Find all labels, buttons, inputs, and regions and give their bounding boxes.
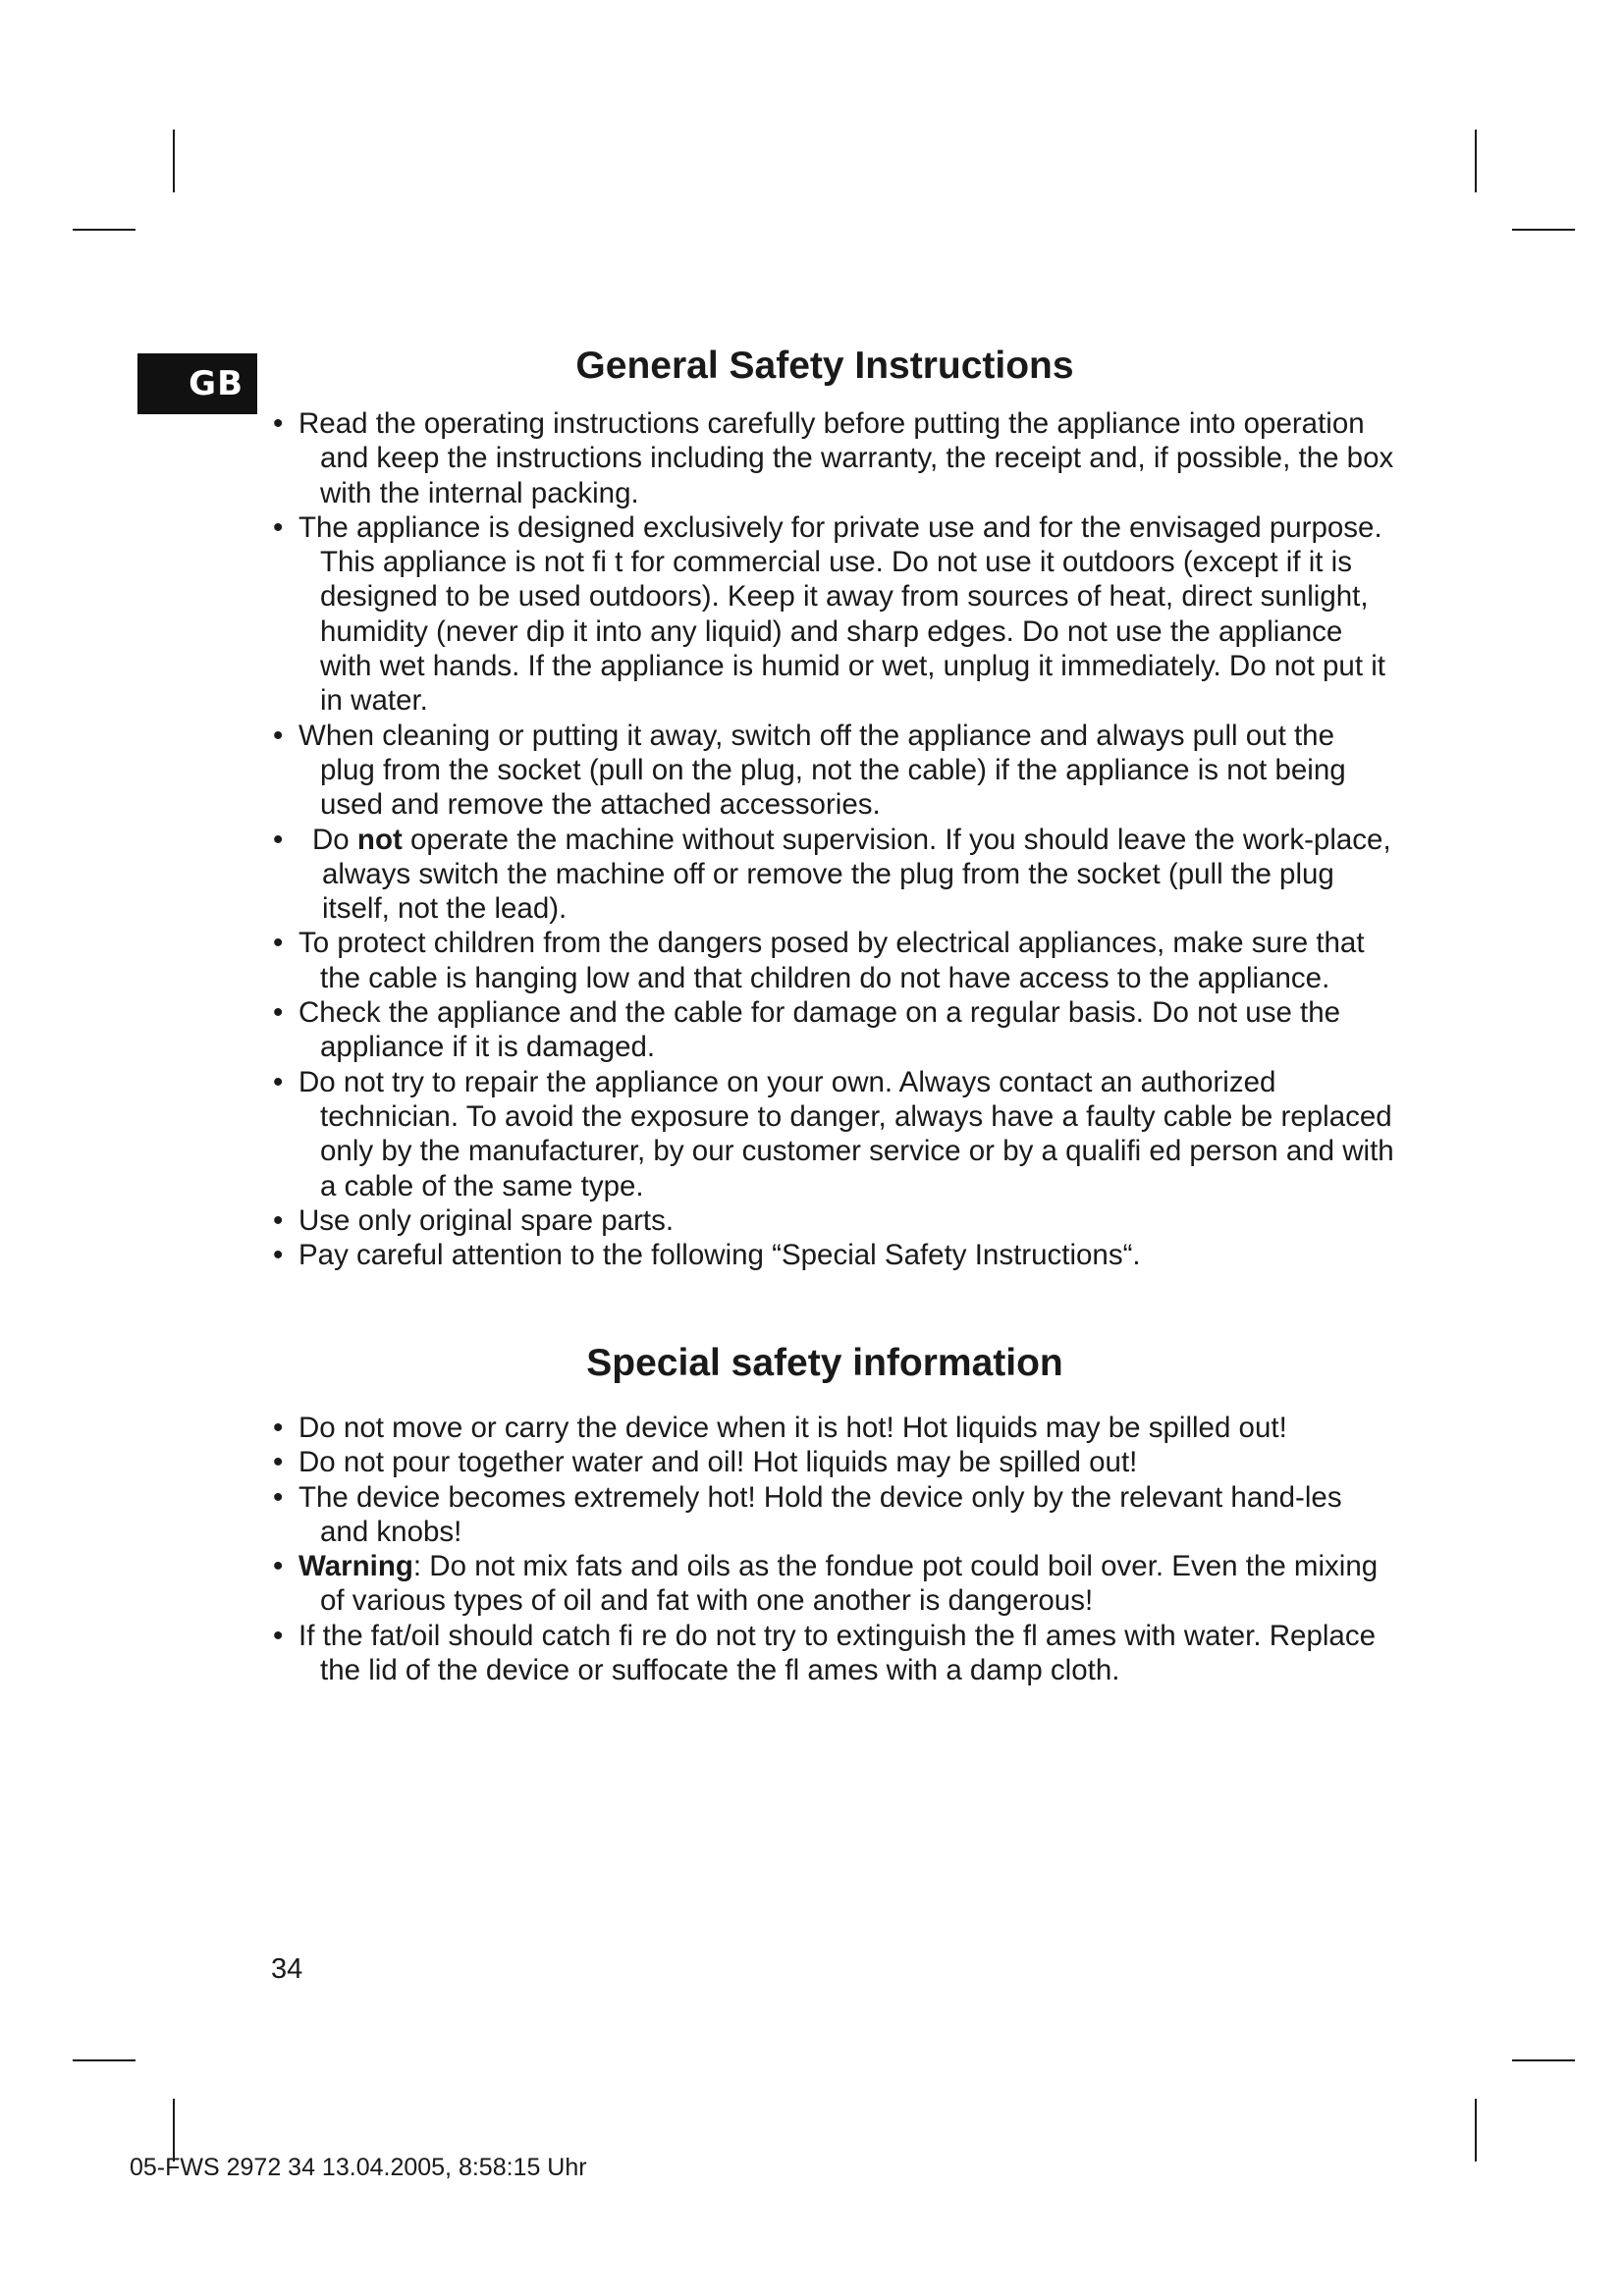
list-item: • When cleaning or putting it away, switch off the appliance and always pull out the plug from the socket (pull on the plug, not the cable) if the appliance is not being used and remove the attached accessories.: [273, 719, 1346, 822]
crop-mark-bottom-right: [1512, 2059, 1575, 2061]
crop-mark-top-left: [173, 130, 175, 192]
special-safety-title: Special safety information: [586, 1342, 1063, 1384]
crop-mark-top-left: [73, 229, 135, 231]
print-footer: 05-FWS 2972 34 13.04.2005, 8:58:15 Uhr: [130, 2154, 587, 2181]
list-item: • Use only original spare parts.: [273, 1203, 675, 1237]
list-item: • The appliance is designed exclusively for private use and for the envisaged purpose. This appliance is not fi t for commercial use. Do not use it outdoors (except if it is designed to be used outdoors). Keep it away from sources of heat, direct sunlight, humidity (never dip it into any liquid) and sharp edges. Do not use the appliance with wet hands. If the appliance is humid or wet, unplug it immediately. Do not put it in water.: [273, 510, 1385, 718]
crop-mark-top-right: [1475, 130, 1477, 192]
list-item: • To protect children from the dangers posed by electrical appliances, make sure that the cable is hanging low and that children do not have access to the appliance.: [273, 927, 1365, 994]
language-tab: GB: [137, 353, 257, 414]
crop-mark-bottom-left: [173, 2099, 175, 2162]
list-item: • Check the appliance and the cable for damage on a regular basis. Do not use the appliance if it is damaged.: [273, 996, 1341, 1064]
general-safety-title: General Safety Instructions: [575, 345, 1074, 387]
crop-mark-bottom-left: [73, 2059, 135, 2061]
list-item: • Do not try to repair the appliance on your own. Always contact an authorized technician. To avoid the exposure to danger, always have a faulty cable be replaced only by the manufacturer, by our customer service or by a qualifi ed person and with a cable of the same type.: [273, 1065, 1394, 1202]
list-item: • Warning: Do not mix fats and oils as the fondue pot could boil over. Even the mixing of various types of oil and fat with one another is dangerous!: [273, 1550, 1379, 1618]
list-item: • Do not pour together water and oil! Hot liquids may be spilled out!: [273, 1446, 1138, 1479]
page-number: 34: [271, 1953, 303, 1985]
list-item: • Pay careful attention to the following “Special Safety Instructions“.: [273, 1239, 1141, 1272]
special-safety-list: [265, 1411, 1394, 1687]
list-item: • Do not move or carry the device when it is hot! Hot liquids may be spilled out!: [273, 1412, 1287, 1444]
list-item: • The device becomes extremely hot! Hold the device only by the relevant hand-les and knobs!: [273, 1480, 1342, 1548]
emphasis-not: not: [356, 823, 403, 856]
list-item: • If the fat/oil should catch fi re do not try to extinguish the fl ames with water. Replace the lid of the device or suffocate the fl ames with a damp cloth.: [273, 1619, 1376, 1687]
list-item: • Read the operating instructions carefully before putting the appliance into operation and keep the instructions including the warranty, the receipt and, if possible, the box with the internal packing.: [273, 407, 1394, 509]
crop-mark-top-right: [1512, 229, 1575, 231]
emphasis-warning: Warning: [298, 1550, 413, 1583]
general-safety-list: [265, 406, 1394, 1272]
crop-mark-bottom-right: [1475, 2099, 1477, 2162]
list-item: • Do not operate the machine without supervision. If you should leave the work-place, always switch the machine off or remove the plug from the socket (pull the plug itself, not the lead).: [273, 823, 1391, 926]
